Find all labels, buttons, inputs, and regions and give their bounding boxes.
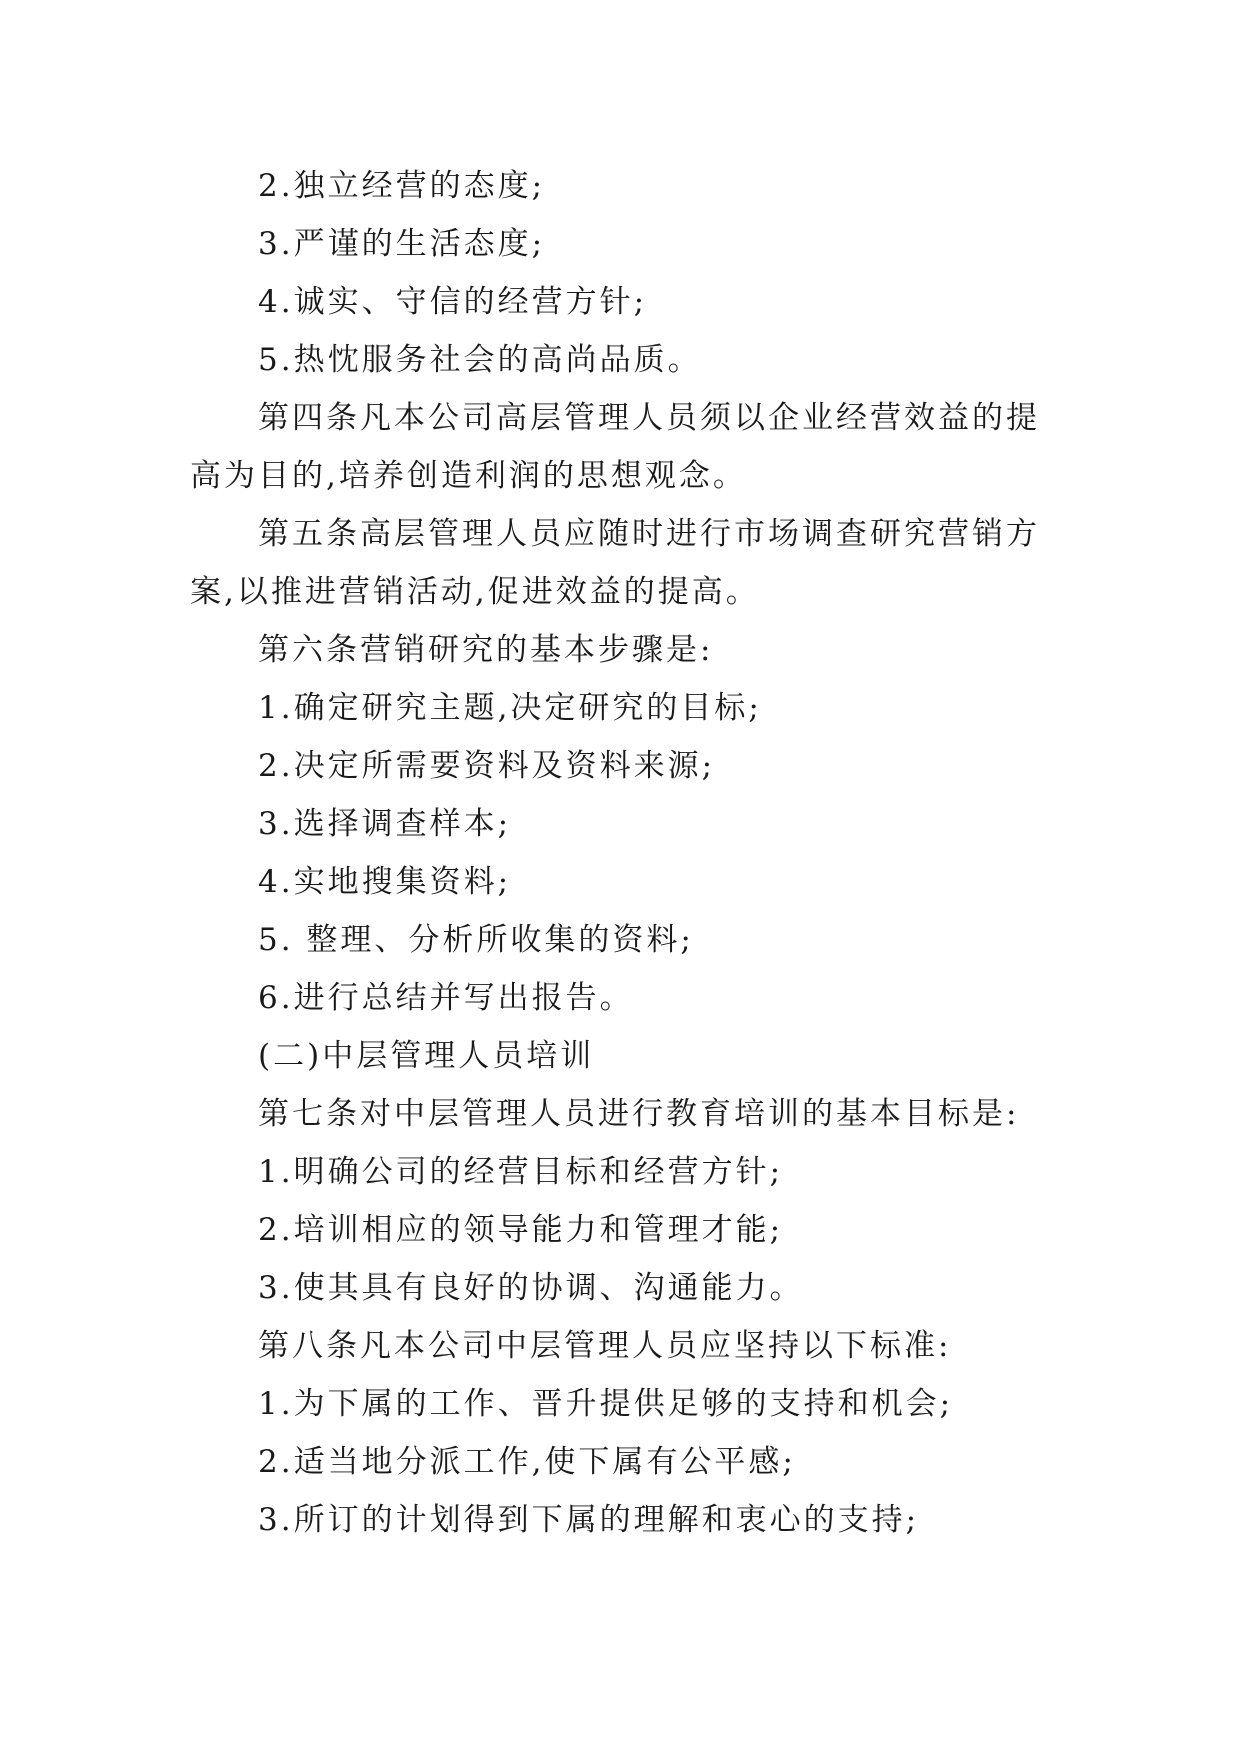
paragraph-line: 高为目的,培养创造利润的思想观念。 (190, 458, 747, 494)
list-item: 3.使其具有良好的协调、沟通能力。 (258, 1270, 804, 1306)
list-item: 3.严谨的生活态度; (258, 226, 546, 262)
list-item: 2.适当地分派工作,使下属有公平感; (258, 1444, 796, 1480)
list-item: 4.诚实、守信的经营方针; (258, 284, 648, 320)
list-item: 1.明确公司的经营目标和经营方针; (258, 1154, 784, 1190)
paragraph-line: 案,以推进营销活动,促进效益的提高。 (190, 574, 760, 610)
paragraph-line: 第六条营销研究的基本步骤是: (258, 632, 714, 668)
paragraph-line: 第八条凡本公司中层管理人员应坚持以下标准: (258, 1328, 952, 1364)
list-item: 2.决定所需要资料及资料来源; (258, 748, 716, 784)
list-item: 5. 整理、分析所收集的资料; (258, 922, 694, 958)
list-item: 1.为下属的工作、晋升提供足够的支持和机会; (258, 1386, 954, 1422)
list-item: 3.选择调查样本; (258, 806, 512, 842)
list-item: 4.实地搜集资料; (258, 864, 512, 900)
list-item: 3.所订的计划得到下属的理解和衷心的支持; (258, 1502, 920, 1538)
list-item: 1.确定研究主题,决定研究的目标; (258, 690, 762, 726)
paragraph-line: 第四条凡本公司高层管理人员须以企业经营效益的提 (258, 400, 1040, 436)
list-item: 5.热忱服务社会的高尚品质。 (258, 342, 702, 378)
list-item: 2.培训相应的领导能力和管理才能; (258, 1212, 784, 1248)
list-item: 6.进行总结并写出报告。 (258, 980, 634, 1016)
section-heading: (二)中层管理人员培训 (258, 1038, 595, 1074)
paragraph-line: 第五条高层管理人员应随时进行市场调查研究营销方 (258, 516, 1040, 552)
list-item: 2.独立经营的态度; (258, 168, 546, 204)
paragraph-line: 第七条对中层管理人员进行教育培训的基本目标是: (258, 1096, 1020, 1132)
